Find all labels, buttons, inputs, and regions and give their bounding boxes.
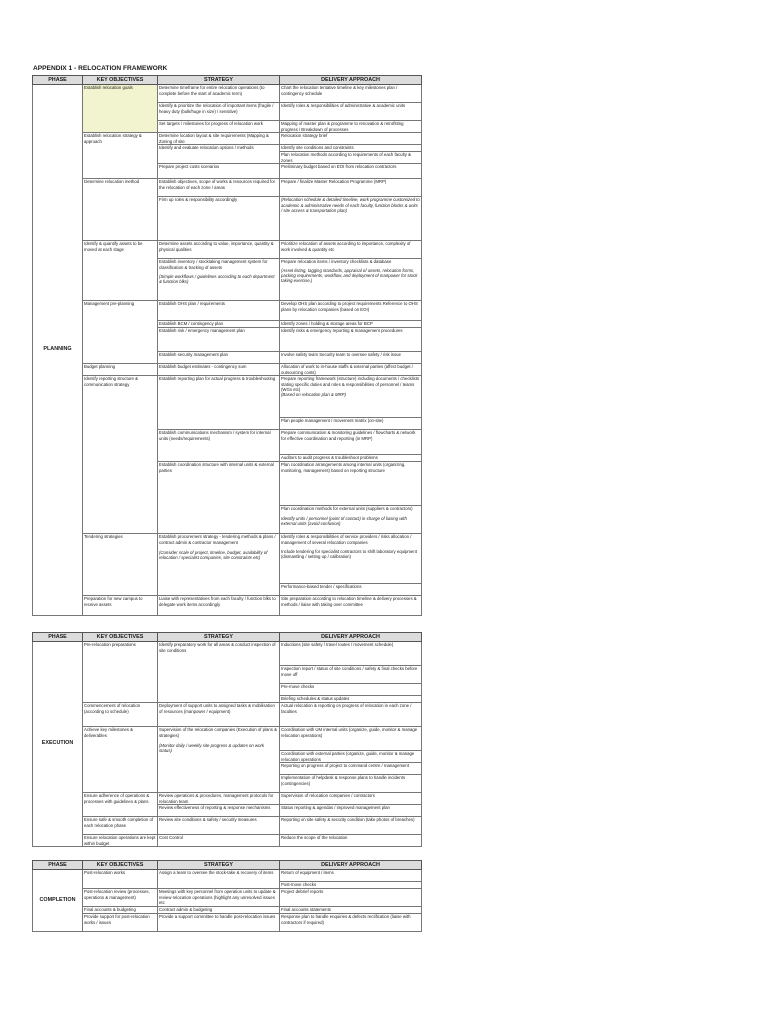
- key-objective-cell: Preparation for new campus to receive assets: [83, 596, 158, 616]
- key-objective-cell: Establish relocation strategy & approach: [83, 133, 158, 179]
- strategy-cell: Review effectiveness of reporting & response mechanisms: [158, 805, 280, 817]
- delivery-cell: Allocation of work to in-house staffs & external parties (affect budget / outsourcing costs): [280, 364, 422, 376]
- header-strategy: STRATEGY: [158, 633, 280, 642]
- table-row: [33, 727, 422, 751]
- delivery-cell: Relocation strategy brief: [280, 133, 422, 145]
- header-phase: PHASE: [33, 633, 83, 642]
- strategy-cell: Cost Control: [158, 835, 280, 847]
- header-key-objectives: KEY OBJECTIVES: [83, 633, 158, 642]
- delivery-cell: Implementation of helpdesk & response plans to handle incidents (contingencies): [280, 775, 422, 793]
- table-row: [33, 301, 422, 321]
- delivery-cell: Identify zones / holding & storage areas for BCP: [280, 321, 422, 328]
- delivery-cell: Mapping of master plan & programme to renovation & retrofitting progress / Breakdown of processes: [280, 121, 422, 133]
- table-row: [33, 534, 422, 584]
- header-strategy: STRATEGY: [158, 76, 280, 85]
- strategy-cell: Firm up roles & responsibility accordingly: [158, 197, 280, 241]
- header-key-objectives: KEY OBJECTIVES: [83, 861, 158, 870]
- strategy-cell: Determine timeframe for entire relocation operations (to complete before the start of academic term): [158, 85, 280, 103]
- table-row: [33, 793, 422, 805]
- key-objective-cell: Ensure adherence of operations & processes with guidelines & plans: [83, 793, 158, 817]
- table-row: [33, 376, 422, 418]
- delivery-note: Include tendering for specialist contractors to shift laboratory equipment (dismantling / setting up / calibration): [281, 548, 417, 559]
- delivery-cell: Identify risks & emergency reporting & management procedures: [280, 328, 422, 352]
- strategy-cell: Provide a support committee to handle post-relocation issues: [158, 914, 280, 932]
- key-objective-cell: Determine relocation method: [83, 179, 158, 241]
- delivery-cell: Inspection report / status of site conditions / safety & final checks before move off: [280, 666, 422, 684]
- delivery-cell: Identify roles & responsibilities of administrative & academic units: [280, 103, 422, 121]
- delivery-cell: Involve safety team Security team to oversee safety / risk issue: [280, 352, 422, 364]
- key-objective-cell: Commencement of relocation (according to schedule): [83, 703, 158, 727]
- delivery-cell: Preliminary budget based on EOI from relocation contractors: [280, 164, 422, 179]
- delivery-cell: Supervision of relocation companies / contractors: [280, 793, 422, 805]
- strategy-cell: Identify preparatory work for all areas & conduct inspection of site conditions: [158, 642, 280, 703]
- strategy-cell: Establish reporting plan for actual progress & troubleshooting: [158, 376, 280, 430]
- strategy-cell: Establish security management plan: [158, 352, 280, 364]
- header-strategy: STRATEGY: [158, 861, 280, 870]
- delivery-cell: Project debrief reports: [280, 889, 422, 907]
- strategy-text: Establish inventory / stocktaking management system for classification & tracking of assets: [159, 259, 268, 270]
- strategy-cell: Assign a team to oversee the stock-take & recovery of items: [158, 870, 280, 889]
- delivery-cell: Inductions (site safety / travel routes / movement schedule): [280, 642, 422, 666]
- delivery-cell: Auditors to audit progress & troubleshoot problems: [280, 455, 422, 462]
- delivery-cell: Briefing schedules & status updates: [280, 696, 422, 703]
- key-objective-cell: Establish relocation goals: [83, 85, 158, 133]
- strategy-cell: [158, 727, 280, 793]
- strategy-cell: Liaise with representatives from each faculty / function blks to delegate work items accordingly: [158, 596, 280, 616]
- key-objective-cell: Provide support for post-relocation works / issues: [83, 914, 158, 932]
- delivery-text: Identify roles & responsibilities of service providers / risks allocation / management of several relocation companies: [281, 534, 412, 545]
- delivery-cell: Develop OHS plan according to project requirements Reference to OHS plans by relocation companies (based on EOI): [280, 301, 422, 321]
- delivery-text: Prepare reporting framework (structure) including documents / checklists stating specific duties and roles & responsibilities of personnel / teams (WGs etc): [281, 376, 420, 392]
- delivery-cell: Final accounts statements: [280, 907, 422, 914]
- strategy-cell: Identify and evaluate relocation options / methods: [158, 145, 280, 164]
- strategy-cell: Establish objectives, scope of works & resources required for the relocation of each zone / areas: [158, 179, 280, 197]
- table-row: [33, 703, 422, 727]
- strategy-cell: Establish communications mechanism / system for internal units (needs/requirements): [158, 430, 280, 462]
- header-delivery-approach: DELIVERY APPROACH: [280, 861, 422, 870]
- table-row: [33, 870, 422, 882]
- strategy-note: (Monitor daily / weekly site progress & updates on work status): [159, 742, 265, 753]
- strategy-cell: Contract admin & budgeting: [158, 907, 280, 914]
- strategy-cell: Determine assets according to value, importance, quantity & physical qualities: [158, 241, 280, 259]
- strategy-cell: Review site conditions & safety / security measures: [158, 817, 280, 835]
- table-row: [33, 835, 422, 847]
- table-row: [33, 642, 422, 666]
- key-objective-cell: Pre-relocation preparations: [83, 642, 158, 703]
- table-row: [33, 85, 422, 103]
- delivery-cell: Identify site conditions and constraints: [280, 145, 422, 152]
- delivery-cell: Response plan to handle enquiries & defects rectification (liaise with contractors if required): [280, 914, 422, 932]
- strategy-cell: Determine location layout & site requirements (Mapping & Zoning of site: [158, 133, 280, 145]
- table-row: [33, 241, 422, 259]
- delivery-note: (Asset listing, tagging standards, appraisal of assets, relocation forms, packing requirements, workflow, and deployment of manpower for stock taking exercise.): [281, 267, 418, 283]
- table-row: [33, 907, 422, 914]
- delivery-cell: Reporting on site safety & security condition (take photos of breaches): [280, 817, 422, 835]
- strategy-cell: [158, 534, 280, 596]
- key-objective-cell: Post-relocation works: [83, 870, 158, 889]
- delivery-cell: Prepare communication & monitoring guidelines / flowcharts & network for effective coordination and reporting (in MRP): [280, 430, 422, 455]
- header-phase: PHASE: [33, 861, 83, 870]
- strategy-cell: Establish coordination structure with internal units & external parties: [158, 462, 280, 534]
- header-delivery-approach: DELIVERY APPROACH: [280, 76, 422, 85]
- delivery-cell: Pre-move checks: [280, 684, 422, 696]
- table-row: [33, 179, 422, 197]
- strategy-cell: [158, 259, 280, 301]
- delivery-cell: [280, 506, 422, 534]
- delivery-cell: Status reporting & agendas / improved management plan: [280, 805, 422, 817]
- delivery-cell: Coordination with UM internal units (organize, guide, monitor & manage relocation operations): [280, 727, 422, 751]
- strategy-cell: Deployment of support units to assigned tasks & mobilisation of resources (manpower / equipment): [158, 703, 280, 727]
- delivery-cell: Prepare / finalize Master Relocation Programme (MRP): [280, 179, 422, 197]
- delivery-cell: Plan coordination arrangements among internal units (organizing, monitoring, management) based on reporting structure: [280, 462, 422, 506]
- key-objective-cell: Final accounts & budgeting: [83, 907, 158, 914]
- header-delivery-approach: DELIVERY APPROACH: [280, 633, 422, 642]
- key-objective-cell: Tendering strategies: [83, 534, 158, 596]
- phase-cell-completion: COMPLETION: [33, 870, 83, 932]
- header-key-objectives: KEY OBJECTIVES: [83, 76, 158, 85]
- delivery-note: Identify units / personnel (point of contact) in-charge of liasing with external units (avoid confusion): [281, 515, 407, 526]
- delivery-cell: Chart the relocation tentative timeline & key milestones plan / contingency schedule: [280, 85, 422, 103]
- strategy-text: Establish procurement strategy - tendering methods & plans / contract admin & contractor management: [159, 534, 276, 545]
- header-row: [33, 633, 422, 642]
- strategy-cell: Identify & prioritize the relocation of important items (fragile / heavy duty (bulk/huge in size) / sensitive): [158, 103, 280, 121]
- header-row: [33, 861, 422, 870]
- strategy-cell: Establish OHS plan / requirements: [158, 301, 280, 321]
- delivery-cell: Post-move checks: [280, 882, 422, 889]
- table-row: [33, 133, 422, 145]
- key-objective-cell: Post-relocation review (processes, operations & management): [83, 889, 158, 907]
- table-row: [33, 914, 422, 932]
- key-objective-cell: Management pre-planning: [83, 301, 158, 364]
- delivery-cell: (Relocation schedule & detailed timeline, work programme customized to academic & administrative needs of each faculty, function blocks & units / site access & transportation plan): [280, 197, 422, 241]
- phase-cell-execution: EXECUTION: [33, 642, 83, 847]
- delivery-cell: [280, 376, 422, 418]
- delivery-cell: Performance-based tender / specifications: [280, 584, 422, 596]
- strategy-note: (Consider scale of project, timeline, budget, availability of relocation / specialist companies, site constraints etc): [159, 549, 268, 560]
- table-row: [33, 364, 422, 376]
- key-objective-cell: Ensure relocation operations are kept within budget: [83, 835, 158, 847]
- strategy-cell: Establish BCM / contingency plan: [158, 321, 280, 328]
- delivery-cell: Return of equipment / items: [280, 870, 422, 882]
- delivery-cell: Reporting on progress of project to command centre / management: [280, 763, 422, 775]
- delivery-cell: [280, 259, 422, 301]
- table-row: [33, 596, 422, 616]
- strategy-cell: Set targets / milestones for progress of relocation work: [158, 121, 280, 133]
- header-row: [33, 76, 422, 85]
- strategy-cell: Establish risk / emergency management plan: [158, 328, 280, 352]
- key-objective-cell: Identify & quantify assets to be moved at each stage: [83, 241, 158, 301]
- delivery-text: Prepare relocation items / inventory checklists & database: [281, 259, 392, 265]
- table-row: [33, 817, 422, 835]
- planning-table: [32, 75, 422, 616]
- delivery-note: (Based on relocation plan & MRP): [281, 391, 346, 397]
- delivery-cell: Plan relocation methods according to requirements of each faculty & zones: [280, 152, 422, 164]
- strategy-cell: Prepare project costs scenarios: [158, 164, 280, 179]
- header-phase: PHASE: [33, 76, 83, 85]
- strategy-note: (Simple workflows / guidelines according to each department & function blks): [159, 273, 275, 284]
- key-objective-cell: Ensure safe & smooth completion of each relocation phase: [83, 817, 158, 835]
- strategy-cell: Establish budget estimates - contingency sum: [158, 364, 280, 376]
- delivery-cell: Prioritize relocation of assets according to importance, complexity of work involved & quantity etc: [280, 241, 422, 259]
- strategy-cell: Review operations & procedures, management protocols for relocation team: [158, 793, 280, 805]
- delivery-cell: [280, 534, 422, 584]
- delivery-cell: Site preparation according to relocation timeline & delivery processes & methods / liaise with taking over committee: [280, 596, 422, 616]
- key-objective-cell: Budget planning: [83, 364, 158, 376]
- delivery-cell: Actual relocation & reporting on progress of relocation in each zone / faculties: [280, 703, 422, 727]
- execution-table: [32, 632, 422, 847]
- delivery-cell: Reduce the scope of the relocation: [280, 835, 422, 847]
- key-objective-cell: Achieve key milestones & deliverables: [83, 727, 158, 793]
- completion-table: [32, 860, 422, 932]
- document-title: APPENDIX 1 - RELOCATION FRAMEWORK: [33, 65, 168, 72]
- table-row: [33, 889, 422, 907]
- strategy-text: Supervision of the relocation companies (Execution of plans & strategies): [159, 727, 277, 738]
- delivery-cell: Coordination with external parties (organize, guide, monitor & manage relocation operations: [280, 751, 422, 763]
- delivery-text: Plan coordination methods for external units (suppliers & contractors): [281, 506, 413, 512]
- phase-cell-planning: PLANNING: [33, 85, 83, 616]
- key-objective-cell: Identify reporting structure & communication strategy: [83, 376, 158, 534]
- strategy-cell: Meetings with key personnel from operation units to update & review relocation operations (highlight any unresolved issues etc: [158, 889, 280, 907]
- delivery-cell: Plan people management / movement matrix (on-site): [280, 418, 422, 430]
